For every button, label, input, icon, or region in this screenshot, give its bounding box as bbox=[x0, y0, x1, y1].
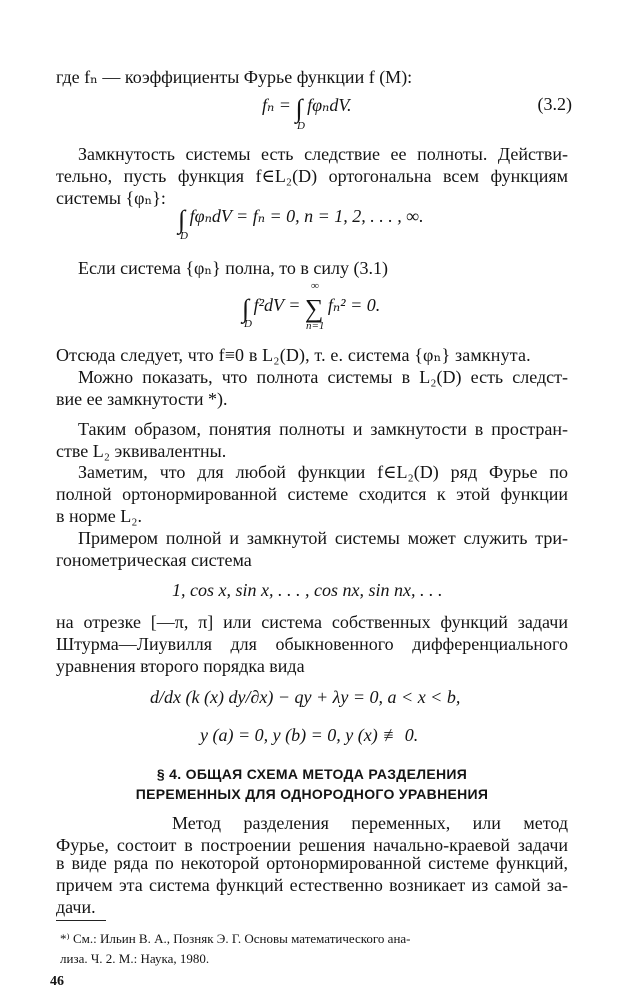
text-line: Можно показать, что полнота системы в L₂(D) есть следст- bbox=[78, 367, 568, 387]
text-line: Если система {φₙ} полна, то в силу (3.1) bbox=[78, 258, 388, 278]
integral-sign: ∫ bbox=[178, 205, 186, 234]
equation-parseval bbox=[242, 294, 381, 323]
equation-orthogonality bbox=[178, 205, 424, 234]
text-line: уравнения второго порядка вида bbox=[56, 656, 305, 676]
sum-lower-limit: n=1 bbox=[306, 320, 325, 332]
text-line: Заметим, что для любой функции f∈L₂(D) ряд Фурье по bbox=[78, 462, 568, 482]
section-heading: ПЕРЕМЕННЫХ ДЛЯ ОДНОРОДНОГО УРАВНЕНИЯ bbox=[135, 786, 489, 802]
text-line: системы {φₙ}: bbox=[56, 188, 166, 208]
text-line: Таким образом, понятия полноты и замкнутости в простран- bbox=[78, 419, 568, 439]
text-line: стве L₂ эквивалентны. bbox=[56, 441, 227, 461]
equation-trig-system: 1, cos x, sin x, . . . , cos nx, sin nx, . . . bbox=[172, 580, 443, 600]
integral-sign: ∫ bbox=[242, 294, 250, 323]
text-line: в норме L₂. bbox=[56, 506, 143, 526]
footnote-rule bbox=[56, 920, 106, 921]
section-heading: § 4. ОБЩАЯ СХЕМА МЕТОДА РАЗДЕЛЕНИЯ bbox=[156, 766, 468, 782]
footnote-line: *⁾ См.: Ильин В. А., Позняк Э. Г. Основы математического ана- bbox=[60, 931, 411, 946]
equation-number: (3.2) bbox=[537, 94, 572, 114]
page-number: 46 bbox=[50, 974, 64, 989]
text-line: Штурма—Лиувилля для обыкновенного дифференциального bbox=[56, 634, 568, 654]
eq-rhs: fₙ² = 0. bbox=[327, 295, 381, 315]
sum-upper-limit: ∞ bbox=[311, 280, 319, 292]
text-line: в виде ряда по некоторой ортонормированной системе функций, bbox=[56, 853, 568, 873]
eq-lhs: f²dV = bbox=[253, 295, 301, 315]
equation-3-2 bbox=[262, 94, 352, 123]
text-line: тельно, пусть функция f∈L₂(D) ортогональна всем функциям bbox=[56, 166, 568, 186]
text-line: Замкнутость системы есть следствие ее полноты. Действи- bbox=[78, 144, 568, 164]
sum-sign: ∑ bbox=[304, 294, 324, 323]
equation-boundary-conditions: y (a) = 0, y (b) = 0, y (x) ≢ 0. bbox=[200, 725, 419, 745]
text-line: причем эта система функций естественно возникает из самой за- bbox=[56, 875, 568, 895]
derivative-operator: d/dx bbox=[150, 687, 181, 707]
text-line: полной ортонормированной системе сходится к этой функции bbox=[56, 484, 568, 504]
text-line: вие ее замкнутости *). bbox=[56, 389, 228, 409]
text-line: дачи. bbox=[56, 897, 96, 917]
text-line: гонометрическая система bbox=[56, 550, 252, 570]
eq-lhs: fₙ = bbox=[262, 95, 291, 115]
eq-body: (k (x) dy/∂x) − qy + λy = 0, a < x < b, bbox=[185, 687, 461, 707]
eq-body: fφₙdV = fₙ = 0, n = 1, 2, . . . , ∞. bbox=[189, 206, 424, 226]
text-line: Метод разделения переменных, или метод bbox=[172, 813, 568, 833]
eq-rhs: fφₙdV. bbox=[307, 95, 352, 115]
text-line: Отсюда следует, что f≡0 в L₂(D), т. е. система {φₙ} замкнута. bbox=[56, 345, 531, 365]
integral-limit: D bbox=[297, 120, 305, 132]
integral-limit: D bbox=[244, 318, 252, 330]
text-line: Фурье, состоит в построении решения начально-краевой задачи bbox=[56, 835, 568, 855]
text-line: где fₙ — коэффициенты Фурье функции f (M): bbox=[56, 67, 413, 87]
integral-sign: ∫ bbox=[295, 94, 303, 123]
equation-sturm-liouville bbox=[150, 686, 460, 708]
footnote-line: лиза. Ч. 2. М.: Наука, 1980. bbox=[60, 951, 210, 966]
text-line: на отрезке [—π, π] или система собственных функций задачи bbox=[56, 612, 568, 632]
text-line: Примером полной и замкнутой системы может служить три- bbox=[78, 528, 568, 548]
integral-limit: D bbox=[180, 230, 188, 242]
